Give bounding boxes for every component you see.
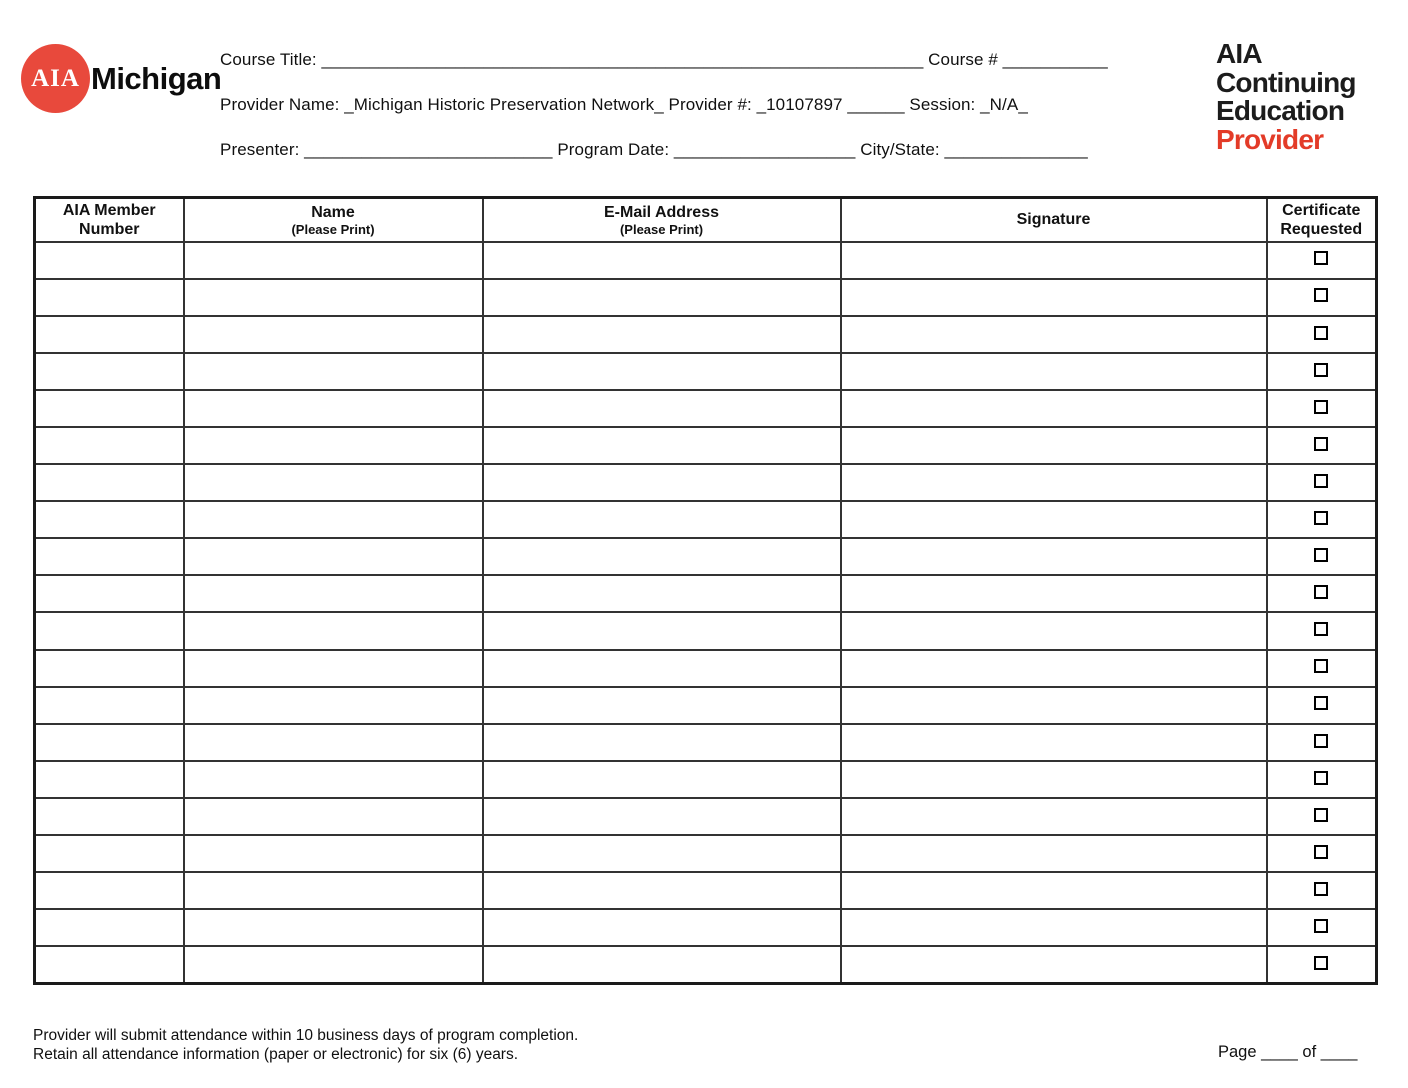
certificate-requested-checkbox[interactable]: [1314, 659, 1328, 673]
city-state-label: City/State:: [860, 140, 940, 159]
cell-signature: [841, 464, 1267, 501]
cell-certificate: [1267, 872, 1377, 909]
cell-aia-member-number: [35, 909, 184, 946]
cell-name: [184, 612, 483, 649]
cell-aia-member-number: [35, 316, 184, 353]
cell-name: [184, 279, 483, 316]
cell-aia-member-number: [35, 650, 184, 687]
cell-aia-member-number: [35, 687, 184, 724]
cell-name: [184, 798, 483, 835]
footer-notes: [33, 1026, 578, 1064]
cell-aia-member-number: [35, 538, 184, 575]
cell-name: [184, 687, 483, 724]
col-header-certificate-requested: [1267, 198, 1377, 242]
cell-certificate: [1267, 835, 1377, 872]
cell-name: [184, 909, 483, 946]
attendance-row: [35, 575, 1377, 612]
cell-email-address: [483, 909, 841, 946]
certificate-requested-checkbox[interactable]: [1314, 437, 1328, 451]
cell-aia-member-number: [35, 353, 184, 390]
course-number-label: Course #: [928, 50, 998, 69]
col-header-subtitle: (Please Print): [291, 221, 375, 237]
attendance-row: [35, 390, 1377, 427]
cell-aia-member-number: [35, 427, 184, 464]
presenter-label: Presenter:: [220, 140, 300, 159]
cell-aia-member-number: [35, 501, 184, 538]
cell-certificate: [1267, 909, 1377, 946]
provider-name-label: Provider Name:: [220, 95, 340, 114]
cell-name: [184, 427, 483, 464]
attendance-row: [35, 316, 1377, 353]
certificate-requested-checkbox[interactable]: [1314, 585, 1328, 599]
cell-certificate: [1267, 464, 1377, 501]
cell-aia-member-number: [35, 242, 184, 279]
cell-signature: [841, 353, 1267, 390]
attendance-row: [35, 687, 1377, 724]
cell-email-address: [483, 279, 841, 316]
attendance-row: [35, 612, 1377, 649]
aia-circle-text: AIA: [31, 64, 80, 92]
cell-certificate: [1267, 501, 1377, 538]
cell-email-address: [483, 242, 841, 279]
certificate-requested-checkbox[interactable]: [1314, 919, 1328, 933]
cell-signature: [841, 390, 1267, 427]
attendance-table-body: [35, 242, 1377, 984]
col-header-name: [184, 198, 483, 242]
aia-michigan-logo: [21, 44, 221, 113]
attendance-row: [35, 798, 1377, 835]
attendance-row: [35, 242, 1377, 279]
attendance-row: [35, 538, 1377, 575]
cell-certificate: [1267, 612, 1377, 649]
cell-name: [184, 464, 483, 501]
attendance-row: [35, 427, 1377, 464]
ces-logo-line-education: Education: [1216, 95, 1345, 126]
cell-name: [184, 835, 483, 872]
attendance-row: [35, 353, 1377, 390]
cell-email-address: [483, 946, 841, 983]
page-number-line: Page ____ of ____: [1218, 1043, 1358, 1061]
cell-signature: [841, 909, 1267, 946]
cell-email-address: [483, 612, 841, 649]
cell-name: [184, 538, 483, 575]
cell-name: [184, 872, 483, 909]
attendance-row: [35, 909, 1377, 946]
cell-aia-member-number: [35, 612, 184, 649]
cell-aia-member-number: [35, 464, 184, 501]
cell-email-address: [483, 501, 841, 538]
col-header-email-address: [483, 198, 841, 242]
course-title-blank-field: _______________________________________________________________: [321, 50, 924, 69]
cell-email-address: [483, 575, 841, 612]
cell-name: [184, 650, 483, 687]
attendance-row: [35, 761, 1377, 798]
cell-certificate: [1267, 650, 1377, 687]
cell-certificate: [1267, 390, 1377, 427]
cell-email-address: [483, 538, 841, 575]
provider-number-blank-field: ______: [847, 95, 905, 114]
cell-aia-member-number: [35, 872, 184, 909]
cell-aia-member-number: [35, 798, 184, 835]
cell-aia-member-number: [35, 575, 184, 612]
provider-line: [220, 95, 1028, 115]
cell-signature: [841, 687, 1267, 724]
cell-aia-member-number: [35, 761, 184, 798]
provider-number-value: _10107897: [756, 95, 843, 114]
col-header-title: Name: [311, 203, 355, 221]
cell-email-address: [483, 687, 841, 724]
cell-certificate: [1267, 538, 1377, 575]
cell-signature: [841, 650, 1267, 687]
cell-signature: [841, 612, 1267, 649]
cell-email-address: [483, 390, 841, 427]
cell-signature: [841, 279, 1267, 316]
cell-email-address: [483, 761, 841, 798]
presenter-line: [220, 140, 1088, 160]
col-header-title: Signature: [1016, 211, 1091, 229]
certificate-requested-checkbox[interactable]: [1314, 326, 1328, 340]
cell-signature: [841, 242, 1267, 279]
col-header-aia-member-number: [35, 198, 184, 242]
cell-certificate: [1267, 353, 1377, 390]
certificate-requested-checkbox[interactable]: [1314, 363, 1328, 377]
cell-name: [184, 316, 483, 353]
cell-name: [184, 501, 483, 538]
cell-email-address: [483, 724, 841, 761]
certificate-requested-checkbox[interactable]: [1314, 622, 1328, 636]
program-date-label: Program Date:: [557, 140, 670, 159]
course-title-label: Course Title:: [220, 50, 317, 69]
aia-circle-logo-icon: [21, 44, 90, 113]
presenter-blank-field: __________________________: [304, 140, 553, 159]
ces-logo-line-aia: AIA: [1216, 38, 1262, 69]
attendance-row: [35, 279, 1377, 316]
cell-signature: [841, 538, 1267, 575]
attendance-table: [33, 196, 1378, 985]
cell-signature: [841, 798, 1267, 835]
cell-signature: [841, 946, 1267, 983]
cell-email-address: [483, 872, 841, 909]
michigan-logotype: Michigan: [91, 60, 222, 96]
cell-email-address: [483, 835, 841, 872]
certificate-requested-checkbox[interactable]: [1314, 288, 1328, 302]
session-value: _N/A_: [980, 95, 1028, 114]
cell-email-address: [483, 316, 841, 353]
cell-signature: [841, 724, 1267, 761]
attendance-row: [35, 872, 1377, 909]
cell-certificate: [1267, 761, 1377, 798]
program-date-blank-field: ___________________: [673, 140, 856, 159]
cell-aia-member-number: [35, 835, 184, 872]
provider-name-value: _Michigan Historic Preservation Network_: [344, 95, 664, 114]
certificate-requested-checkbox[interactable]: [1314, 474, 1328, 488]
certificate-requested-checkbox[interactable]: [1314, 400, 1328, 414]
cell-certificate: [1267, 687, 1377, 724]
cell-name: [184, 390, 483, 427]
cell-certificate: [1267, 575, 1377, 612]
cell-certificate: [1267, 724, 1377, 761]
cell-signature: [841, 501, 1267, 538]
footer-note-1: Provider will submit attendance within 10 business days of program completion.: [33, 1027, 579, 1044]
attendance-row: [35, 835, 1377, 872]
cell-name: [184, 724, 483, 761]
cell-name: [184, 353, 483, 390]
course-title-line: [220, 50, 1108, 70]
cell-signature: [841, 872, 1267, 909]
cell-certificate: [1267, 946, 1377, 983]
certificate-requested-checkbox[interactable]: [1314, 808, 1328, 822]
session-label: Session:: [909, 95, 976, 114]
certificate-requested-checkbox[interactable]: [1314, 771, 1328, 785]
attendance-row: [35, 464, 1377, 501]
cell-email-address: [483, 464, 841, 501]
certificate-requested-checkbox[interactable]: [1314, 956, 1328, 970]
certificate-requested-checkbox[interactable]: [1314, 251, 1328, 265]
cell-certificate: [1267, 279, 1377, 316]
cell-signature: [841, 835, 1267, 872]
course-number-blank-field: ___________: [1002, 50, 1108, 69]
cell-email-address: [483, 650, 841, 687]
col-header-title: E-Mail Address: [604, 203, 719, 221]
attendance-table-header: [35, 198, 1377, 242]
cell-signature: [841, 316, 1267, 353]
attendance-row: [35, 946, 1377, 983]
cell-signature: [841, 761, 1267, 798]
ces-logo-line-provider: Provider: [1216, 123, 1324, 155]
cell-aia-member-number: [35, 946, 184, 983]
cell-aia-member-number: [35, 279, 184, 316]
certificate-requested-checkbox[interactable]: [1314, 696, 1328, 710]
attendance-row: [35, 501, 1377, 538]
footer-note-2: Retain all attendance information (paper or electronic) for six (6) years.: [33, 1046, 519, 1063]
cell-signature: [841, 575, 1267, 612]
cell-certificate: [1267, 798, 1377, 835]
col-header-subtitle: (Please Print): [619, 221, 704, 237]
certificate-requested-checkbox[interactable]: [1314, 548, 1328, 562]
cell-name: [184, 761, 483, 798]
cell-certificate: [1267, 427, 1377, 464]
cell-name: [184, 946, 483, 983]
aia-continuing-education-provider-logo: [1216, 40, 1356, 154]
certificate-requested-checkbox[interactable]: [1314, 882, 1328, 896]
attendance-row: [35, 724, 1377, 761]
cell-aia-member-number: [35, 390, 184, 427]
cell-name: [184, 575, 483, 612]
city-state-blank-field: _______________: [944, 140, 1088, 159]
provider-number-label: Provider #:: [668, 95, 752, 114]
cell-name: [184, 242, 483, 279]
cell-email-address: [483, 353, 841, 390]
cell-certificate: [1267, 242, 1377, 279]
col-header-title: AIA Member Number: [62, 201, 156, 238]
cell-email-address: [483, 798, 841, 835]
cell-email-address: [483, 427, 841, 464]
certificate-requested-checkbox[interactable]: [1314, 734, 1328, 748]
attendance-row: [35, 650, 1377, 687]
col-header-signature: [841, 198, 1267, 242]
certificate-requested-checkbox[interactable]: [1314, 845, 1328, 859]
col-header-title: Certificate Requested: [1280, 201, 1363, 238]
cell-certificate: [1267, 316, 1377, 353]
cell-aia-member-number: [35, 724, 184, 761]
certificate-requested-checkbox[interactable]: [1314, 511, 1328, 525]
ces-logo-line-continuing: Continuing: [1216, 66, 1356, 98]
cell-signature: [841, 427, 1267, 464]
